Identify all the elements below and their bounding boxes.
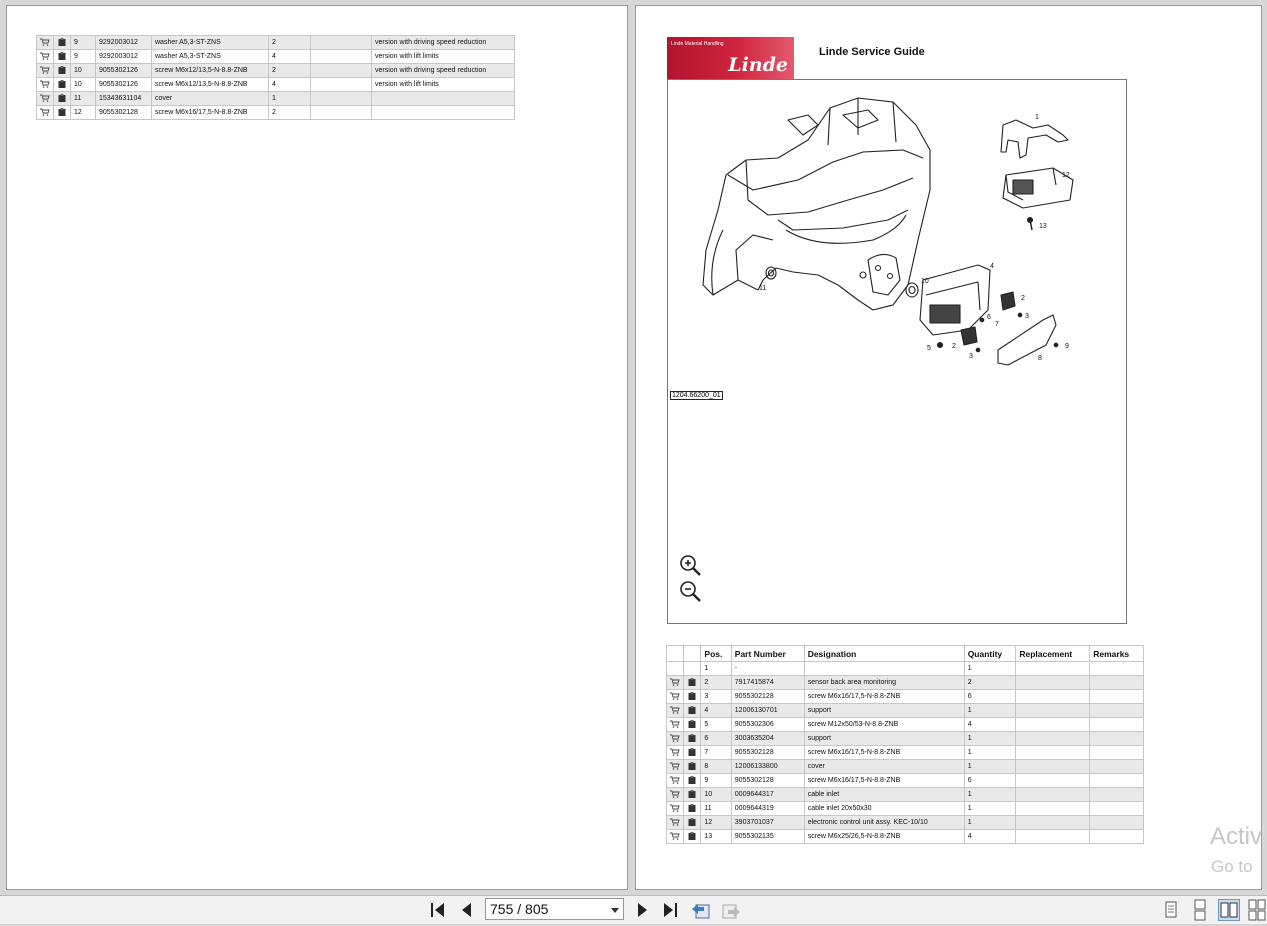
header-pos: Pos. — [701, 646, 731, 662]
header-quantity: Quantity — [964, 646, 1016, 662]
callout-6: 6 — [987, 314, 991, 321]
header-replacement: Replacement — [1016, 646, 1090, 662]
cell-part: 3903701037 — [731, 816, 804, 830]
cell-part: - — [731, 662, 804, 676]
parts-table — [666, 645, 1144, 844]
cart-icon — [670, 678, 680, 686]
viewer-toolbar — [0, 895, 1267, 924]
cell-pos: 13 — [701, 830, 731, 844]
cell-designation: screw M6x12/13,5-N-8.8-ZNB — [152, 78, 269, 92]
cart-icon — [670, 692, 680, 700]
cell-designation: sensor back area monitoring — [804, 676, 964, 690]
cell-pos: 1 — [701, 662, 731, 676]
cell-pos: 11 — [701, 802, 731, 816]
cart-icon — [40, 52, 50, 60]
cell-replacement — [1016, 802, 1090, 816]
add-to-list-cell[interactable] — [684, 802, 701, 816]
cart-icon — [670, 748, 680, 756]
cell-designation: screw M6x12/13,5-N-8.8-ZNB — [152, 64, 269, 78]
callout-8: 8 — [1038, 355, 1042, 362]
cell-remarks — [1090, 704, 1144, 718]
cell-replacement — [1016, 760, 1090, 774]
cell-pos: 12 — [701, 816, 731, 830]
cell-designation: screw M6x16/17,5-N-8.8-ZNB — [804, 746, 964, 760]
cell-part: 9055302128 — [96, 106, 152, 120]
table-header-row — [667, 646, 1144, 662]
callout-4: 4 — [990, 263, 994, 270]
cell-remarks — [1090, 676, 1144, 690]
cell-replacement — [1016, 662, 1090, 676]
table-row — [37, 78, 515, 92]
activation-watermark: Activ — [1210, 823, 1263, 850]
cell-qty: 1 — [964, 788, 1016, 802]
zoom-in-icon — [679, 554, 703, 578]
cell-part: 9055302128 — [731, 774, 804, 788]
document-page-right — [635, 5, 1262, 890]
clipboard-icon — [57, 80, 67, 88]
cell-qty: 2 — [269, 106, 311, 120]
cell-pos: 3 — [701, 690, 731, 704]
cell-designation: screw M12x50/53-N-8.8-ZNB — [804, 718, 964, 732]
callout-11: 11 — [759, 285, 767, 292]
cell-replacement — [1016, 732, 1090, 746]
parts-illustration — [668, 80, 1126, 623]
add-to-list-cell[interactable] — [684, 718, 701, 732]
cell-replacement — [1016, 690, 1090, 704]
add-to-list-cell[interactable] — [684, 690, 701, 704]
cell-remarks: version with driving speed reduction — [372, 64, 515, 78]
cell-remarks — [1090, 774, 1144, 788]
cell-qty: 1 — [964, 746, 1016, 760]
continuous-page-icon — [1189, 899, 1211, 921]
cell-remarks — [1090, 788, 1144, 802]
clipboard-icon — [57, 108, 67, 116]
two-page-icon — [1219, 900, 1239, 920]
cell-qty: 2 — [964, 676, 1016, 690]
cell-pos: 10 — [71, 78, 96, 92]
cell-remarks: version with lift limits — [372, 78, 515, 92]
clipboard-icon — [687, 748, 697, 756]
clipboard-icon — [687, 692, 697, 700]
cell-part: 15343631104 — [96, 92, 152, 106]
cell-part: 12006133800 — [731, 760, 804, 774]
cell-pos: 7 — [701, 746, 731, 760]
cell-qty: 1 — [964, 704, 1016, 718]
add-to-list-cell[interactable] — [54, 50, 71, 64]
cell-replacement — [1016, 816, 1090, 830]
page-number-select[interactable] — [485, 898, 624, 920]
callout-12: 12 — [1062, 172, 1070, 179]
clipboard-icon — [687, 734, 697, 742]
clipboard-icon — [687, 706, 697, 714]
cell-part: 9292003012 — [96, 36, 152, 50]
add-to-cart-cell[interactable] — [667, 816, 684, 830]
cell-part: 9055302128 — [731, 746, 804, 760]
cell-qty: 1 — [269, 92, 311, 106]
document-page-left — [6, 5, 628, 890]
cell-designation: electronic control unit assy. KEC-10/10 — [804, 816, 964, 830]
table-row — [667, 676, 1144, 690]
add-to-list-cell[interactable] — [684, 746, 701, 760]
cell-qty: 2 — [269, 36, 311, 50]
table-row — [667, 830, 1144, 844]
cell-qty: 1 — [964, 662, 1016, 676]
cell-part: 9055302126 — [96, 78, 152, 92]
cart-icon — [40, 108, 50, 116]
table-row — [667, 732, 1144, 746]
cell-replacement — [1016, 788, 1090, 802]
cell-designation: support — [804, 732, 964, 746]
table-row — [667, 774, 1144, 788]
header-part-number: Part Number — [731, 646, 804, 662]
table-row — [667, 690, 1144, 704]
page-indicator: 755 / 805 — [490, 901, 549, 917]
cell-pos: 11 — [71, 92, 96, 106]
add-to-list-cell[interactable] — [684, 676, 701, 690]
chevron-down-icon — [611, 908, 619, 913]
add-to-cart-cell[interactable] — [667, 746, 684, 760]
cell-replacement — [1016, 676, 1090, 690]
cell-designation: cover — [152, 92, 269, 106]
cell-replacement — [311, 64, 372, 78]
cell-designation: screw M6x16/17,5-N-8.8-ZNB — [804, 774, 964, 788]
header-designation: Designation — [804, 646, 964, 662]
cell-remarks — [1090, 760, 1144, 774]
cell-qty: 4 — [269, 50, 311, 64]
add-to-list-cell[interactable] — [684, 732, 701, 746]
table-row — [667, 816, 1144, 830]
add-to-list-cell — [684, 662, 701, 676]
cart-icon — [40, 94, 50, 102]
clipboard-icon — [687, 790, 697, 798]
cell-replacement — [1016, 718, 1090, 732]
cell-qty: 1 — [964, 816, 1016, 830]
cell-replacement — [1016, 830, 1090, 844]
cell-designation: cover — [804, 760, 964, 774]
cell-replacement — [311, 36, 372, 50]
last-page-icon — [660, 900, 680, 920]
cell-part: 9055302128 — [731, 690, 804, 704]
callout-5: 5 — [927, 345, 931, 352]
first-page-icon — [428, 900, 448, 920]
first-page-button[interactable] — [428, 900, 448, 920]
last-page-button[interactable] — [660, 900, 680, 920]
cell-part: 7917415874 — [731, 676, 804, 690]
cell-qty: 4 — [964, 718, 1016, 732]
cell-part: 12006130701 — [731, 704, 804, 718]
add-to-cart-cell[interactable] — [667, 718, 684, 732]
cell-designation: support — [804, 704, 964, 718]
cell-designation: screw M6x25/26,5-N-8.8-ZNB — [804, 830, 964, 844]
cell-qty: 2 — [269, 64, 311, 78]
activation-watermark-sub: Go to — [1211, 857, 1253, 876]
add-to-cart-cell[interactable] — [667, 788, 684, 802]
cell-part: 3003635204 — [731, 732, 804, 746]
table-row — [667, 662, 1144, 676]
go-back-view-button[interactable] — [690, 900, 710, 920]
add-to-cart-cell[interactable] — [667, 774, 684, 788]
callout-3: 3 — [1025, 313, 1029, 320]
cell-pos: 9 — [71, 36, 96, 50]
add-to-list-cell[interactable] — [684, 760, 701, 774]
table-row — [37, 50, 515, 64]
zoom-out-icon — [679, 580, 703, 604]
cart-icon — [670, 818, 680, 826]
cell-replacement — [311, 50, 372, 64]
cell-replacement — [1016, 704, 1090, 718]
table-row — [667, 746, 1144, 760]
clipboard-icon — [57, 66, 67, 74]
page-title: Linde Service Guide — [819, 46, 925, 58]
cart-icon — [670, 776, 680, 784]
add-to-list-cell[interactable] — [54, 78, 71, 92]
table-row — [37, 92, 515, 106]
clipboard-icon — [57, 52, 67, 60]
add-to-cart-cell[interactable] — [667, 802, 684, 816]
add-to-list-cell[interactable] — [684, 788, 701, 802]
cell-designation: cable inlet — [804, 788, 964, 802]
cart-icon — [670, 720, 680, 728]
clipboard-icon — [687, 818, 697, 826]
two-page-view-button[interactable] — [1218, 899, 1240, 921]
clipboard-icon — [687, 804, 697, 812]
clipboard-icon — [687, 720, 697, 728]
clipboard-icon — [687, 762, 697, 770]
continuous-view-button[interactable] — [1189, 899, 1211, 921]
cart-icon — [40, 80, 50, 88]
cart-icon — [670, 706, 680, 714]
cell-qty: 6 — [964, 690, 1016, 704]
cart-icon — [670, 734, 680, 742]
add-to-cart-cell[interactable] — [667, 830, 684, 844]
cell-remarks — [1090, 690, 1144, 704]
cell-remarks — [1090, 718, 1144, 732]
exploded-parts-drawing — [667, 79, 1127, 624]
cell-replacement — [1016, 774, 1090, 788]
cell-pos: 10 — [701, 788, 731, 802]
add-to-cart-cell[interactable] — [37, 36, 54, 50]
single-page-view-button[interactable] — [1160, 899, 1182, 921]
cell-pos: 10 — [71, 64, 96, 78]
table-row — [667, 704, 1144, 718]
cell-remarks — [1090, 802, 1144, 816]
callout-7: 7 — [995, 321, 999, 328]
add-to-list-cell[interactable] — [684, 704, 701, 718]
table-row — [667, 760, 1144, 774]
cart-icon — [40, 66, 50, 74]
cart-icon — [670, 832, 680, 840]
add-to-cart-cell[interactable] — [37, 92, 54, 106]
cell-designation — [804, 662, 964, 676]
cell-designation: cable inlet 20x50x30 — [804, 802, 964, 816]
clipboard-icon — [57, 94, 67, 102]
add-to-list-cell[interactable] — [684, 816, 701, 830]
cell-replacement — [311, 78, 372, 92]
add-to-list-cell[interactable] — [54, 36, 71, 50]
cart-icon — [670, 804, 680, 812]
clipboard-icon — [687, 678, 697, 686]
cell-remarks — [1090, 816, 1144, 830]
add-to-list-cell[interactable] — [54, 106, 71, 120]
single-page-icon — [1160, 899, 1182, 921]
next-page-icon — [632, 900, 652, 920]
cell-pos: 4 — [701, 704, 731, 718]
figure-code: 1204.66200_01 — [672, 392, 721, 399]
cell-remarks — [372, 92, 515, 106]
add-to-list-cell[interactable] — [684, 774, 701, 788]
table-row — [667, 788, 1144, 802]
add-to-list-cell[interactable] — [54, 92, 71, 106]
cell-pos: 8 — [701, 760, 731, 774]
cell-replacement — [311, 106, 372, 120]
table-row — [667, 802, 1144, 816]
cell-designation: washer A5,3-ST-ZNS — [152, 36, 269, 50]
cell-remarks: version with driving speed reduction — [372, 36, 515, 50]
cell-replacement — [1016, 746, 1090, 760]
add-to-cart-cell[interactable] — [667, 704, 684, 718]
table-row — [667, 718, 1144, 732]
zoom-in-button[interactable] — [679, 554, 703, 578]
cell-part: 9055302126 — [96, 64, 152, 78]
clipboard-icon — [57, 38, 67, 46]
callout-1: 1 — [1035, 114, 1039, 121]
callout-13: 13 — [1039, 223, 1047, 230]
add-to-list-cell[interactable] — [54, 64, 71, 78]
cell-part: 0009644319 — [731, 802, 804, 816]
two-page-continuous-icon — [1246, 899, 1267, 921]
cell-qty: 1 — [964, 732, 1016, 746]
cell-part: 9292003012 — [96, 50, 152, 64]
linde-logo: Linde Material Handling Linde — [667, 37, 794, 79]
table-row — [37, 64, 515, 78]
cell-qty: 4 — [269, 78, 311, 92]
cell-designation: screw M6x16/17,5-N-8.8-ZNB — [152, 106, 269, 120]
add-to-cart-cell[interactable] — [667, 760, 684, 774]
callout-3b: 3 — [969, 353, 973, 360]
cell-remarks — [1090, 830, 1144, 844]
cell-pos: 5 — [701, 718, 731, 732]
cell-remarks: version with lift limits — [372, 50, 515, 64]
cell-remarks — [1090, 746, 1144, 760]
callout-2: 2 — [1021, 295, 1025, 302]
next-view-icon — [720, 900, 742, 920]
add-to-cart-cell[interactable] — [37, 50, 54, 64]
add-to-cart-cell — [667, 662, 684, 676]
cell-pos: 9 — [71, 50, 96, 64]
add-to-cart-cell[interactable] — [37, 78, 54, 92]
add-to-cart-cell[interactable] — [37, 106, 54, 120]
cell-remarks — [1090, 732, 1144, 746]
zoom-out-button[interactable] — [679, 580, 703, 604]
parts-table-continued — [36, 35, 515, 120]
go-forward-view-button[interactable] — [720, 900, 740, 920]
previous-view-icon — [690, 900, 712, 920]
cell-remarks — [1090, 662, 1144, 676]
add-to-cart-cell[interactable] — [37, 64, 54, 78]
add-to-cart-cell[interactable] — [667, 732, 684, 746]
cell-replacement — [311, 92, 372, 106]
cart-icon — [670, 762, 680, 770]
cell-part: 9055302306 — [731, 718, 804, 732]
cell-qty: 4 — [964, 830, 1016, 844]
cell-pos: 2 — [701, 676, 731, 690]
add-to-cart-cell[interactable] — [667, 676, 684, 690]
add-to-list-cell[interactable] — [684, 830, 701, 844]
cell-qty: 6 — [964, 774, 1016, 788]
cell-qty: 1 — [964, 802, 1016, 816]
callout-2b: 2 — [952, 343, 956, 350]
cell-part: 0009644317 — [731, 788, 804, 802]
previous-page-button[interactable] — [457, 900, 477, 920]
cell-pos: 9 — [701, 774, 731, 788]
previous-page-icon — [457, 900, 477, 920]
clipboard-icon — [687, 832, 697, 840]
clipboard-icon — [687, 776, 697, 784]
cart-icon — [40, 38, 50, 46]
table-row — [37, 36, 515, 50]
cart-icon — [670, 790, 680, 798]
cell-remarks — [372, 106, 515, 120]
cell-pos: 6 — [701, 732, 731, 746]
cell-designation: washer A5,3-ST-ZNS — [152, 50, 269, 64]
cell-pos: 12 — [71, 106, 96, 120]
next-page-button[interactable] — [632, 900, 652, 920]
table-row — [37, 106, 515, 120]
callout-9: 9 — [1065, 343, 1069, 350]
cell-designation: screw M6x16/17,5-N-8.8-ZNB — [804, 690, 964, 704]
two-page-continuous-view-button[interactable] — [1246, 899, 1267, 921]
cell-qty: 1 — [964, 760, 1016, 774]
add-to-cart-cell[interactable] — [667, 690, 684, 704]
header-remarks: Remarks — [1090, 646, 1144, 662]
callout-10: 10 — [921, 278, 929, 285]
cell-part: 9055302135 — [731, 830, 804, 844]
